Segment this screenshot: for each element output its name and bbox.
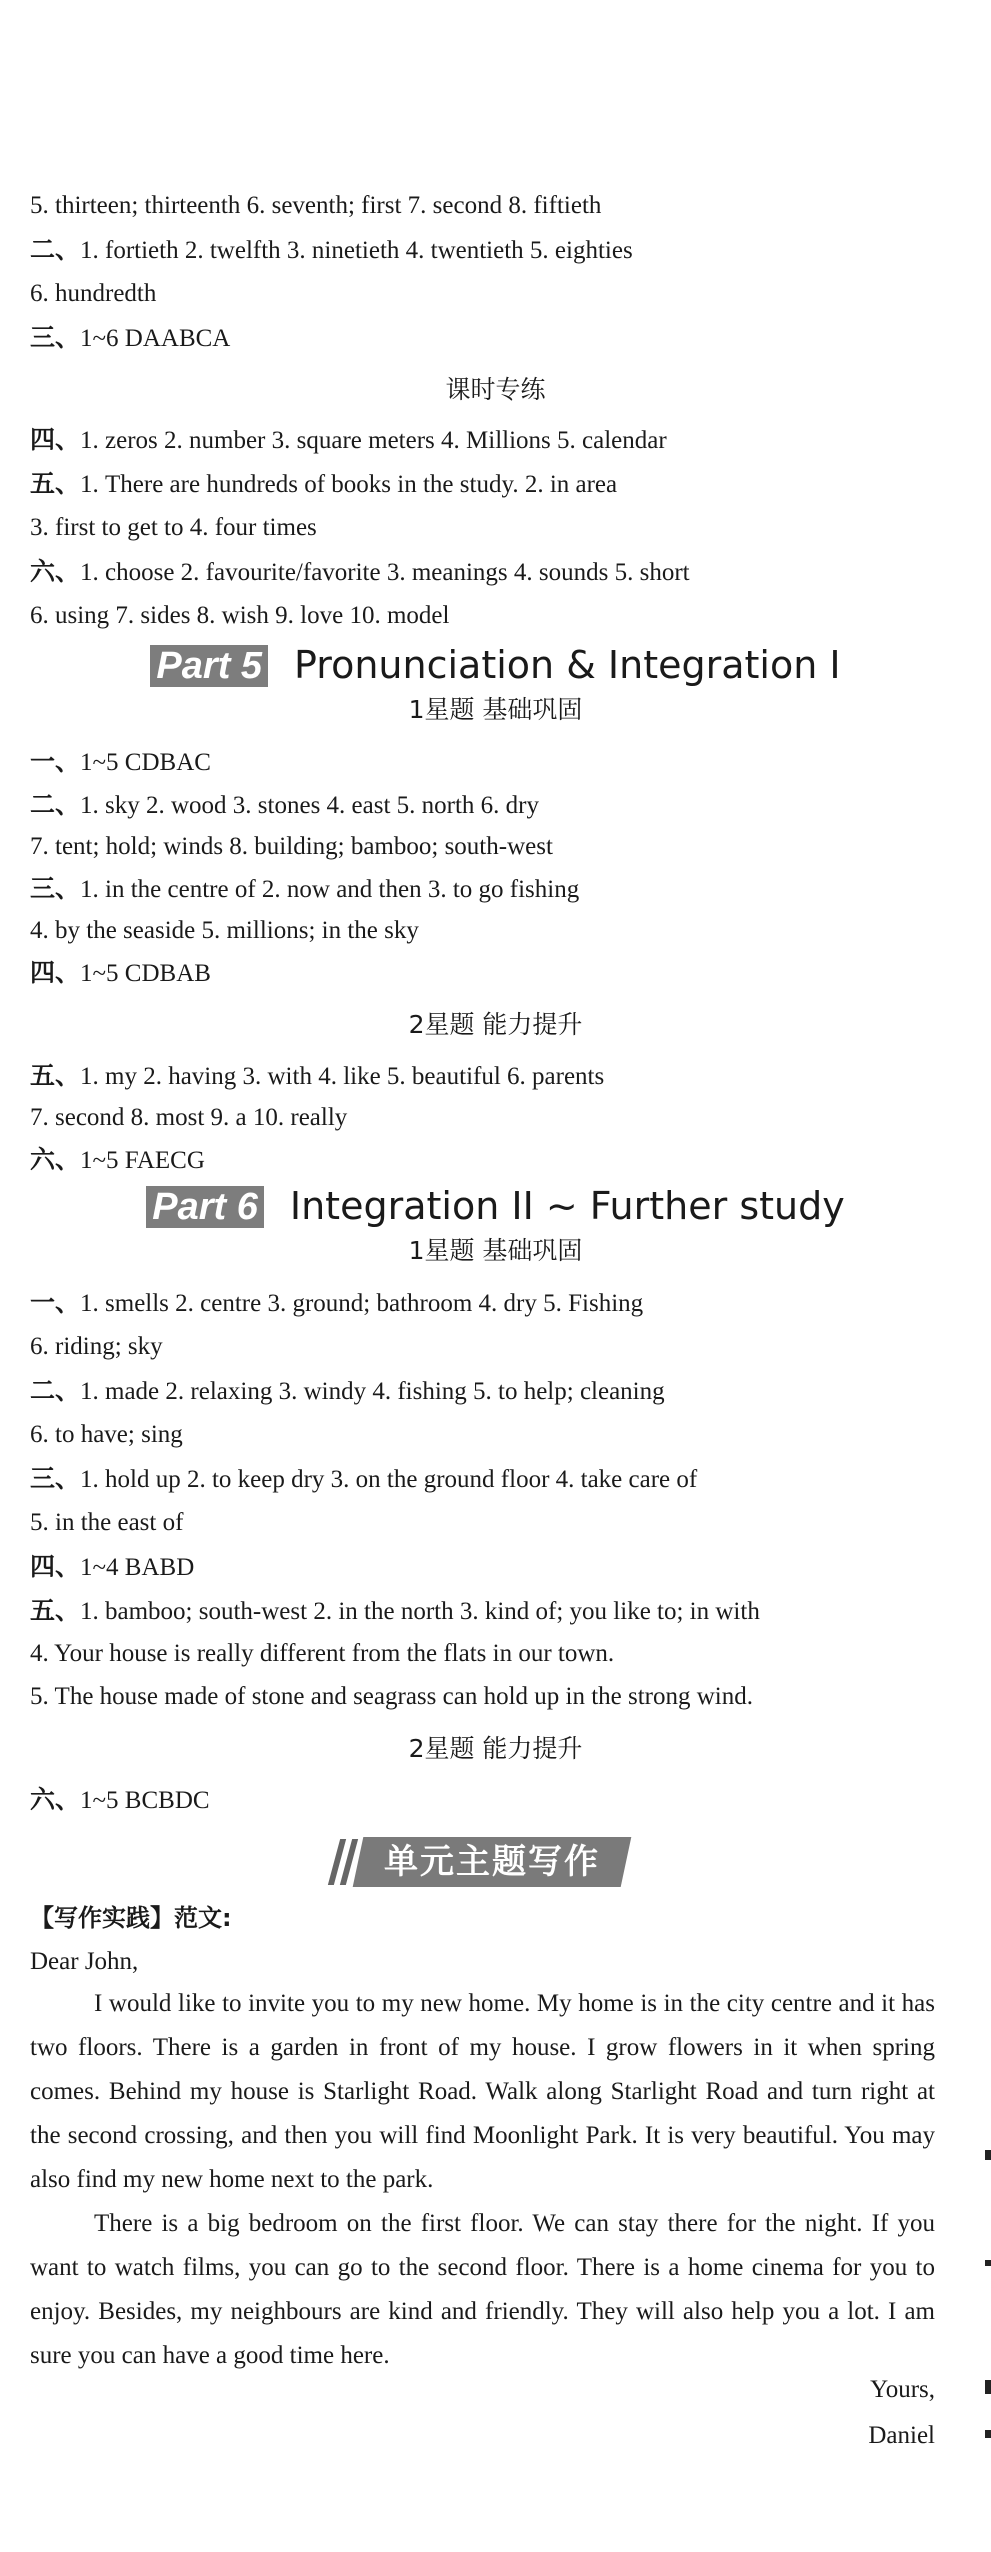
section-marker: 五、 — [30, 469, 81, 498]
answer-line: 三、1. in the centre of 2. now and then 3. to go fishing — [30, 874, 580, 903]
section-marker: 三、 — [30, 874, 81, 903]
answer-line: 5. The house made of stone and seagrass can hold up in the strong wind. — [30, 1683, 753, 1710]
answer-line: 六、1~5 FAECG — [30, 1145, 205, 1174]
part-tag: Part 6 — [146, 1186, 264, 1228]
section-marker: 二、 — [30, 235, 81, 264]
section-marker: 三、 — [30, 323, 81, 352]
part-tag: Part 5 — [150, 645, 268, 687]
letter-closing: Yours, — [870, 2376, 935, 2403]
answer-line: 六、1~5 BCBDC — [30, 1785, 210, 1814]
answer-line: 3. first to get to 4. four times — [30, 514, 317, 541]
section-marker: 二、 — [30, 1376, 81, 1405]
section-marker: 六、 — [30, 557, 81, 586]
answer-line: 三、1. hold up 2. to keep dry 3. on the ground floor 4. take care of — [30, 1464, 698, 1493]
answer-line: 三、1~6 DAABCA — [30, 323, 231, 352]
answer-line: 一、1~5 CDBAC — [30, 747, 211, 776]
answer-line: 五、1. my 2. having 3. with 4. like 5. beautiful 6. parents — [30, 1061, 605, 1090]
part-title: Part 5 Pronunciation & Integration I — [0, 642, 991, 688]
letter-signature: Daniel — [868, 2422, 935, 2449]
answer-line: 二、1. fortieth 2. twelfth 3. ninetieth 4. twentieth 5. eighties — [30, 235, 633, 264]
answer-line: 四、1. zeros 2. number 3. square meters 4. Millions 5. calendar — [30, 425, 667, 454]
answer-line: 五、1. There are hundreds of books in the study. 2. in area — [30, 469, 618, 498]
answer-line: 一、1. smells 2. centre 3. ground; bathroom 4. dry 5. Fishing — [30, 1288, 644, 1317]
answer-line: 二、1. sky 2. wood 3. stones 4. east 5. north 6. dry — [30, 790, 540, 819]
section-marker: 五、 — [30, 1596, 81, 1625]
part-title: Part 6 Integration II ~ Further study — [0, 1183, 991, 1229]
answer-line: 四、1~5 CDBAB — [30, 958, 211, 987]
letter-paragraph: There is a big bedroom on the first floor. We can stay there for the night. If you want to watch films, you can go to the second floor. There is a home cinema for you to enjoy. Besides, my neighbours are kind and friendly. They will also help you a lot. I am sure you can have a good time here. — [30, 2210, 935, 2369]
writing-label: 【写作实践】范文: — [30, 1904, 232, 1932]
section-marker: 四、 — [30, 425, 81, 454]
section-marker: 四、 — [30, 1552, 81, 1581]
scan-mark — [985, 2430, 991, 2438]
answer-line: 6. riding; sky — [30, 1333, 163, 1360]
answer-line: 6. to have; sing — [30, 1421, 183, 1448]
answer-line: 4. Your house is really different from the flats in our town. — [30, 1640, 615, 1667]
answer-line: 5. in the east of — [30, 1509, 184, 1536]
scan-mark — [985, 2260, 991, 2266]
section-marker: 一、 — [30, 747, 81, 776]
answer-line: 四、1~4 BABD — [30, 1552, 195, 1581]
letter-greeting: Dear John, — [30, 1948, 139, 1975]
answer-line: 5. thirteen; thirteenth 6. seventh; first 7. second 8. fiftieth — [30, 192, 602, 219]
star-heading: 1星题 基础巩固 — [408, 695, 583, 724]
answer-line: 五、1. bamboo; south-west 2. in the north 3. kind of; you like to; in with — [30, 1596, 760, 1625]
section-marker: 三、 — [30, 1464, 81, 1493]
star-heading: 2星题 能力提升 — [408, 1734, 583, 1763]
section-marker: 六、 — [30, 1145, 81, 1174]
section-marker: 四、 — [30, 958, 81, 987]
answer-line: 6. hundredth — [30, 280, 157, 307]
letter-paragraph: I would like to invite you to my new home. My home is in the city centre and it has two floors. There is a garden in front of my house. I grow flowers in it when spring comes. Behind my house is Starlight Road. Walk along Starlight Road and turn right at the second crossing, and then you will find Moonlight Park. It is very beautiful. You may also find my new home next to the park. — [30, 1990, 935, 2193]
section-heading: 课时专练 — [445, 375, 546, 404]
star-heading: 2星题 能力提升 — [408, 1010, 583, 1039]
section-marker: 五、 — [30, 1061, 81, 1090]
answer-line: 六、1. choose 2. favourite/favorite 3. meanings 4. sounds 5. short — [30, 557, 690, 586]
answer-line: 7. tent; hold; winds 8. building; bamboo; south-west — [30, 833, 553, 860]
answer-line: 二、1. made 2. relaxing 3. windy 4. fishing 5. to help; cleaning — [30, 1376, 665, 1405]
answer-line: 4. by the seaside 5. millions; in the sky — [30, 917, 419, 944]
scan-mark — [985, 2150, 991, 2160]
writing-banner — [330, 1837, 630, 1887]
answer-line: 6. using 7. sides 8. wish 9. love 10. model — [30, 602, 450, 629]
banner-label: 单元主题写作 — [353, 1837, 632, 1887]
section-marker: 一、 — [30, 1288, 81, 1317]
answer-line: 7. second 8. most 9. a 10. really — [30, 1104, 348, 1131]
scan-mark — [985, 2380, 991, 2394]
star-heading: 1星题 基础巩固 — [408, 1236, 583, 1265]
section-marker: 二、 — [30, 790, 81, 819]
section-marker: 六、 — [30, 1785, 81, 1814]
